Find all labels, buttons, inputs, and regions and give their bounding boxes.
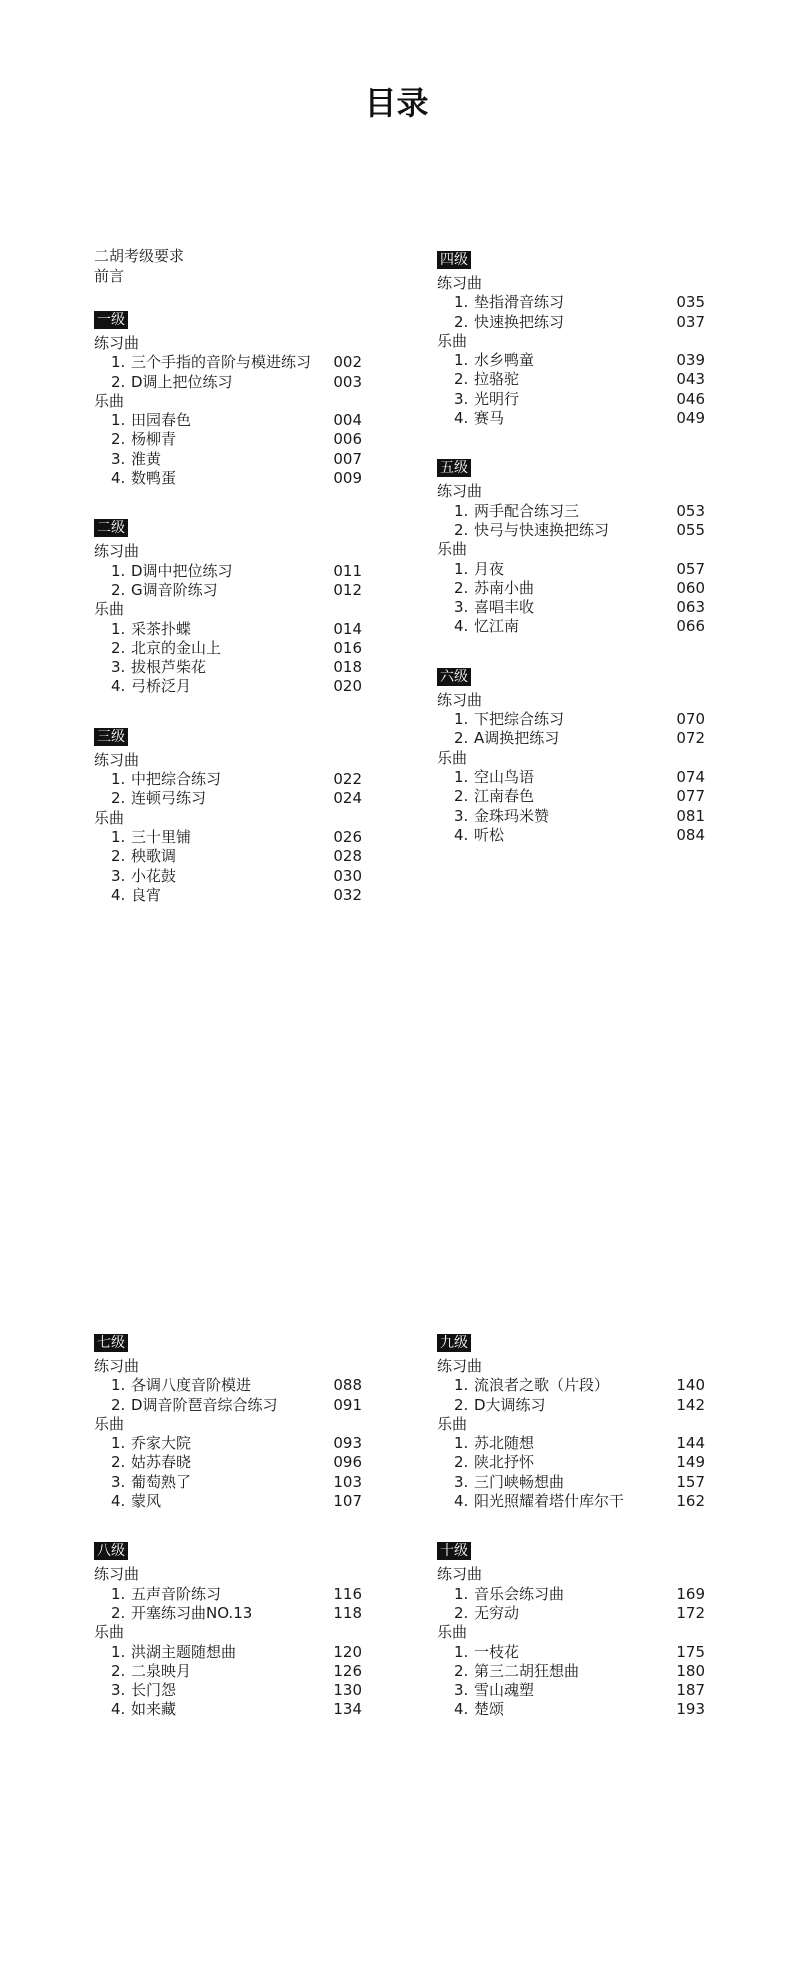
entry-title: 喜唱丰收 — [474, 598, 535, 617]
toc-entry[interactable] — [437, 579, 705, 598]
entry-page-number: 024 — [333, 789, 362, 808]
level-section — [437, 667, 705, 845]
level-section — [94, 727, 362, 905]
entry-number: 3. — [454, 1681, 469, 1700]
entry-number: 2. — [111, 1453, 126, 1472]
entry-title: 陕北抒怀 — [474, 1453, 535, 1472]
category-label: 练习曲 — [94, 1357, 140, 1375]
entry-page-number: 020 — [333, 677, 362, 696]
toc-entry[interactable] — [94, 469, 362, 488]
toc-entry[interactable] — [94, 770, 362, 789]
level-badge: 五级 — [437, 459, 471, 477]
category-label: 乐曲 — [94, 600, 125, 619]
entry-title: 阳光照耀着塔什库尔干 — [474, 1492, 625, 1511]
entry-number: 1. — [111, 411, 126, 430]
entry-number: 3. — [111, 1681, 126, 1700]
entry-page-number: 107 — [333, 1492, 362, 1511]
entry-number: 1. — [111, 1434, 126, 1453]
entry-title: 快速换把练习 — [474, 312, 565, 331]
entry-page-number: 039 — [676, 351, 705, 370]
entry-number: 4. — [111, 1700, 126, 1719]
entry-number: 1. — [111, 353, 126, 372]
entry-page-number: 140 — [676, 1376, 705, 1395]
entry-number: 1. — [111, 1376, 126, 1395]
toc-entry[interactable] — [437, 807, 705, 826]
entry-page-number: 162 — [676, 1492, 705, 1511]
entry-title: 长门怨 — [131, 1681, 177, 1700]
entry-page-number: 074 — [676, 767, 705, 786]
entry-title: 二泉映月 — [131, 1661, 192, 1680]
entry-number: 1. — [454, 710, 469, 729]
entry-title: 秧歌调 — [131, 847, 177, 866]
entry-number: 3. — [111, 866, 126, 885]
category-label: 练习曲 — [437, 274, 483, 292]
entry-title: 下把综合练习 — [474, 710, 565, 729]
entry-number: 2. — [111, 789, 126, 808]
entry-number: 2. — [454, 1661, 469, 1680]
entry-page-number: 022 — [333, 770, 362, 789]
entry-page-number: 077 — [676, 787, 705, 806]
level-badge: 六级 — [437, 668, 471, 686]
entry-title: 月夜 — [474, 559, 505, 578]
entry-number: 1. — [454, 351, 469, 370]
toc-entry[interactable] — [94, 1492, 362, 1511]
entry-number: 4. — [454, 825, 469, 844]
toc-entry[interactable] — [437, 390, 705, 409]
toc-entry[interactable] — [94, 639, 362, 658]
toc-entry[interactable] — [437, 313, 705, 332]
entry-page-number: 063 — [676, 598, 705, 617]
entry-page-number: 149 — [676, 1453, 705, 1472]
entry-title: 洪湖主题随想曲 — [131, 1642, 237, 1661]
toc-column-levels-1-3 — [94, 310, 362, 935]
category-label: 乐曲 — [437, 540, 468, 559]
entry-title: 无穷动 — [474, 1603, 520, 1622]
toc-entry[interactable] — [437, 1700, 705, 1719]
toc-entry[interactable] — [94, 562, 362, 581]
entry-number: 2. — [454, 312, 469, 331]
entry-title: 空山鸟语 — [474, 767, 535, 786]
category-label: 乐曲 — [94, 1623, 125, 1642]
entry-number: 1. — [454, 1584, 469, 1603]
entry-number: 4. — [111, 677, 126, 696]
level-badge: 九级 — [437, 1334, 471, 1352]
toc-entry[interactable] — [94, 353, 362, 372]
level-section — [94, 310, 362, 488]
intro-section — [94, 246, 184, 286]
entry-page-number: 057 — [676, 559, 705, 578]
entry-title: 中把综合练习 — [131, 770, 222, 789]
entry-title: 拔根芦柴花 — [131, 658, 207, 677]
entry-page-number: 084 — [676, 825, 705, 844]
level-badge: 八级 — [94, 1542, 128, 1560]
entry-title: 采茶扑蝶 — [131, 619, 192, 638]
toc-entry[interactable] — [94, 1662, 362, 1681]
entry-page-number: 066 — [676, 617, 705, 636]
entry-title: 三十里铺 — [131, 827, 192, 846]
entry-title: 乔家大院 — [131, 1434, 192, 1453]
entry-number: 1. — [454, 1376, 469, 1395]
toc-entry[interactable] — [94, 789, 362, 808]
toc-entry[interactable] — [437, 1585, 705, 1604]
toc-entry[interactable] — [437, 370, 705, 389]
entry-page-number: 187 — [676, 1681, 705, 1700]
toc-entry[interactable] — [94, 1585, 362, 1604]
entry-number: 3. — [454, 598, 469, 617]
entry-page-number: 180 — [676, 1661, 705, 1680]
entry-page-number: 175 — [676, 1642, 705, 1661]
toc-entry[interactable] — [437, 1604, 705, 1623]
category-label: 练习曲 — [94, 750, 140, 769]
intro-exam-requirements[interactable]: 二胡考级要求 — [94, 247, 185, 265]
entry-page-number: 028 — [333, 847, 362, 866]
category-label: 乐曲 — [437, 1414, 468, 1433]
toc-entry[interactable] — [437, 502, 705, 521]
entry-title: 金珠玛米赞 — [474, 806, 550, 825]
entry-title: 楚颂 — [474, 1700, 505, 1719]
entry-number: 3. — [111, 449, 126, 468]
entry-page-number: 130 — [333, 1681, 362, 1700]
entry-title: 开塞练习曲NO.13 — [131, 1603, 253, 1622]
entry-title: 小花鼓 — [131, 866, 177, 885]
entry-page-number: 053 — [676, 501, 705, 520]
entry-number: 2. — [111, 430, 126, 449]
level-badge: 十级 — [437, 1542, 471, 1560]
entry-page-number: 193 — [676, 1700, 705, 1719]
entry-number: 1. — [454, 559, 469, 578]
toc-entry[interactable] — [437, 787, 705, 806]
entry-page-number: 116 — [333, 1584, 362, 1603]
level-section — [437, 458, 705, 636]
toc-entry[interactable] — [94, 828, 362, 847]
entry-title: 快弓与快速换把练习 — [474, 520, 610, 539]
entry-number: 2. — [454, 787, 469, 806]
category-label: 练习曲 — [94, 334, 140, 352]
entry-page-number: 014 — [333, 619, 362, 638]
entry-number: 4. — [454, 1492, 469, 1511]
level-badge: 一级 — [94, 311, 128, 329]
toc-entry[interactable] — [437, 521, 705, 540]
entry-page-number: 011 — [333, 561, 362, 580]
entry-number: 2. — [454, 729, 469, 748]
category-label: 练习曲 — [437, 690, 483, 709]
entry-title: 五声音阶练习 — [131, 1584, 222, 1603]
toc-entry[interactable] — [437, 1434, 705, 1453]
entry-page-number: 103 — [333, 1472, 362, 1491]
entry-title: 光明行 — [474, 389, 520, 408]
entry-page-number: 046 — [676, 389, 705, 408]
entry-page-number: 030 — [333, 866, 362, 885]
entry-title: 江南春色 — [474, 787, 535, 806]
toc-entry[interactable] — [94, 450, 362, 469]
entry-page-number: 144 — [676, 1434, 705, 1453]
entry-number: 2. — [111, 1603, 126, 1622]
entry-number: 1. — [454, 1642, 469, 1661]
entry-page-number: 088 — [333, 1376, 362, 1395]
entry-number: 2. — [111, 638, 126, 657]
entry-title: 两手配合练习三 — [474, 501, 580, 520]
entry-title: 三个手指的音阶与模进练习 — [131, 353, 312, 372]
level-section — [94, 518, 362, 696]
toc-entry[interactable] — [437, 1473, 705, 1492]
entry-page-number: 157 — [676, 1472, 705, 1491]
toc-entry[interactable] — [437, 768, 705, 787]
entry-number: 2. — [454, 578, 469, 597]
entry-number: 2. — [111, 1395, 126, 1414]
toc-entry[interactable] — [94, 1700, 362, 1719]
toc-entry[interactable] — [94, 847, 362, 866]
page-title: 目录 — [364, 84, 429, 122]
entry-page-number: 016 — [333, 638, 362, 657]
entry-number: 1. — [454, 767, 469, 786]
entry-page-number: 172 — [676, 1603, 705, 1622]
entry-page-number: 134 — [333, 1700, 362, 1719]
entry-number: 1. — [454, 501, 469, 520]
entry-title: 田园春色 — [131, 411, 192, 430]
toc-entry[interactable] — [94, 1453, 362, 1472]
toc-entry[interactable] — [437, 1396, 705, 1415]
entry-number: 2. — [454, 1603, 469, 1622]
toc-entry[interactable] — [94, 658, 362, 677]
entry-page-number: 169 — [676, 1584, 705, 1603]
level-badge: 三级 — [94, 728, 128, 746]
entry-number: 3. — [111, 658, 126, 677]
entry-number: 4. — [111, 885, 126, 904]
toc-entry[interactable] — [94, 581, 362, 600]
toc-column-levels-7-8 — [94, 1333, 362, 1750]
entry-title: 淮黄 — [131, 449, 162, 468]
toc-entry[interactable] — [94, 620, 362, 639]
entry-number: 2. — [454, 520, 469, 539]
entry-page-number: 126 — [333, 1661, 362, 1680]
entry-title: 如来藏 — [131, 1700, 177, 1719]
toc-entry[interactable] — [94, 1604, 362, 1623]
entry-number: 4. — [454, 409, 469, 428]
category-label: 乐曲 — [94, 808, 125, 827]
entry-page-number: 072 — [676, 729, 705, 748]
entry-number: 2. — [454, 1453, 469, 1472]
entry-number: 4. — [454, 617, 469, 636]
category-label: 练习曲 — [94, 1565, 140, 1584]
toc-entry[interactable] — [437, 826, 705, 845]
entry-title: 数鸭蛋 — [131, 469, 177, 488]
category-label: 乐曲 — [94, 391, 125, 410]
category-label: 练习曲 — [94, 542, 140, 561]
category-label: 练习曲 — [437, 482, 483, 501]
toc-entry[interactable] — [437, 1643, 705, 1662]
entry-title: 良宵 — [131, 885, 162, 904]
category-label: 乐曲 — [437, 748, 468, 767]
toc-entry[interactable] — [94, 1473, 362, 1492]
entry-page-number: 012 — [333, 580, 362, 599]
toc-entry[interactable] — [437, 1376, 705, 1395]
entry-page-number: 096 — [333, 1453, 362, 1472]
entry-title: 第三二胡狂想曲 — [474, 1661, 580, 1680]
entry-page-number: 043 — [676, 370, 705, 389]
entry-page-number: 007 — [333, 449, 362, 468]
entry-page-number: 060 — [676, 578, 705, 597]
level-section — [437, 1541, 705, 1719]
toc-column-levels-9-10 — [437, 1333, 705, 1750]
entry-number: 2. — [111, 372, 126, 391]
category-label: 练习曲 — [437, 1357, 483, 1375]
category-label: 乐曲 — [94, 1414, 125, 1433]
entry-title: 流浪者之歌（片段） — [474, 1376, 610, 1395]
entry-number: 3. — [454, 389, 469, 408]
toc-entry[interactable] — [437, 729, 705, 748]
entry-number: 1. — [111, 561, 126, 580]
entry-number: 3. — [454, 806, 469, 825]
entry-page-number: 006 — [333, 430, 362, 449]
entry-number: 2. — [454, 1395, 469, 1414]
toc-entry[interactable] — [437, 617, 705, 636]
entry-number: 1. — [111, 619, 126, 638]
entry-number: 1. — [454, 293, 469, 312]
category-label: 乐曲 — [437, 331, 468, 350]
intro-preface[interactable]: 前言 — [94, 267, 125, 285]
category-label: 乐曲 — [437, 1623, 468, 1642]
category-label: 练习曲 — [437, 1565, 483, 1584]
entry-number: 3. — [454, 1472, 469, 1491]
entry-page-number: 035 — [676, 293, 705, 312]
entry-page-number: 018 — [333, 658, 362, 677]
entry-number: 4. — [454, 1700, 469, 1719]
toc-entry[interactable] — [437, 1453, 705, 1472]
entry-page-number: 142 — [676, 1395, 705, 1414]
entry-page-number: 118 — [333, 1603, 362, 1622]
entry-page-number: 070 — [676, 710, 705, 729]
toc-entry[interactable] — [94, 1396, 362, 1415]
entry-title: 赛马 — [474, 409, 505, 428]
toc-entry[interactable] — [94, 1376, 362, 1395]
entry-title: 连顿弓练习 — [131, 789, 207, 808]
entry-page-number: 055 — [676, 520, 705, 539]
toc-entry[interactable] — [94, 1643, 362, 1662]
entry-page-number: 049 — [676, 409, 705, 428]
toc-entry[interactable] — [94, 1681, 362, 1700]
toc-entry[interactable] — [437, 293, 705, 312]
entry-title: 苏北随想 — [474, 1434, 535, 1453]
level-section — [437, 1333, 705, 1511]
toc-entry[interactable] — [437, 351, 705, 370]
entry-page-number: 081 — [676, 806, 705, 825]
level-section — [94, 1541, 362, 1719]
entry-title: D调中把位练习 — [131, 561, 233, 580]
entry-page-number: 037 — [676, 312, 705, 331]
entry-title: 雪山魂塑 — [474, 1681, 535, 1700]
toc-entry[interactable] — [437, 409, 705, 428]
toc-entry[interactable] — [437, 1662, 705, 1681]
entry-number: 2. — [111, 1661, 126, 1680]
entry-title: A调换把练习 — [474, 729, 560, 748]
entry-title: 北京的金山上 — [131, 638, 222, 657]
entry-number: 2. — [111, 580, 126, 599]
entry-title: 杨柳青 — [131, 430, 177, 449]
toc-entry[interactable] — [94, 411, 362, 430]
entry-page-number: 093 — [333, 1434, 362, 1453]
entry-number: 1. — [111, 770, 126, 789]
entry-title: 弓桥泛月 — [131, 677, 192, 696]
entry-title: 葡萄熟了 — [131, 1472, 192, 1491]
entry-title: 水乡鸭童 — [474, 351, 535, 370]
toc-entry[interactable] — [437, 1681, 705, 1700]
entry-page-number: 026 — [333, 827, 362, 846]
level-section — [94, 1333, 362, 1511]
toc-entry[interactable] — [437, 560, 705, 579]
entry-number: 1. — [111, 827, 126, 846]
entry-title: 听松 — [474, 825, 505, 844]
entry-title: 苏南小曲 — [474, 578, 535, 597]
entry-number: 4. — [111, 1492, 126, 1511]
entry-number: 1. — [111, 1642, 126, 1661]
toc-entry[interactable] — [94, 677, 362, 696]
entry-title: 一枝花 — [474, 1642, 520, 1661]
level-badge: 二级 — [94, 519, 128, 537]
entry-title: D调音阶琶音综合练习 — [131, 1395, 278, 1414]
entry-title: 姑苏春晓 — [131, 1453, 192, 1472]
toc-entry[interactable] — [94, 1434, 362, 1453]
level-section — [437, 250, 705, 428]
toc-entry[interactable] — [437, 710, 705, 729]
entry-page-number: 002 — [333, 353, 362, 372]
toc-entry[interactable] — [437, 1492, 705, 1511]
entry-number: 4. — [111, 469, 126, 488]
entry-number: 3. — [111, 1472, 126, 1491]
toc-entry[interactable] — [94, 373, 362, 392]
entry-page-number: 032 — [333, 885, 362, 904]
entry-page-number: 120 — [333, 1642, 362, 1661]
entry-title: D大调练习 — [474, 1395, 546, 1414]
level-badge: 七级 — [94, 1334, 128, 1352]
level-badge: 四级 — [437, 251, 471, 269]
entry-title: 音乐会练习曲 — [474, 1584, 565, 1603]
entry-title: D调上把位练习 — [131, 372, 233, 391]
toc-entry[interactable] — [94, 430, 362, 449]
entry-page-number: 091 — [333, 1395, 362, 1414]
toc-entry[interactable] — [94, 886, 362, 905]
entry-title: G调音阶练习 — [131, 580, 218, 599]
entry-number: 2. — [111, 847, 126, 866]
toc-entry[interactable] — [94, 867, 362, 886]
entry-page-number: 003 — [333, 372, 362, 391]
toc-entry[interactable] — [437, 598, 705, 617]
entry-title: 拉骆驼 — [474, 370, 520, 389]
entry-title: 各调八度音阶模进 — [131, 1376, 252, 1395]
entry-title: 垫指滑音练习 — [474, 293, 565, 312]
entry-page-number: 009 — [333, 469, 362, 488]
entry-number: 1. — [111, 1584, 126, 1603]
entry-page-number: 004 — [333, 411, 362, 430]
entry-title: 忆江南 — [474, 617, 520, 636]
entry-number: 1. — [454, 1434, 469, 1453]
entry-number: 2. — [454, 370, 469, 389]
entry-title: 三门峡畅想曲 — [474, 1472, 565, 1491]
toc-column-levels-4-6 — [437, 250, 705, 875]
entry-title: 蒙风 — [131, 1492, 162, 1511]
